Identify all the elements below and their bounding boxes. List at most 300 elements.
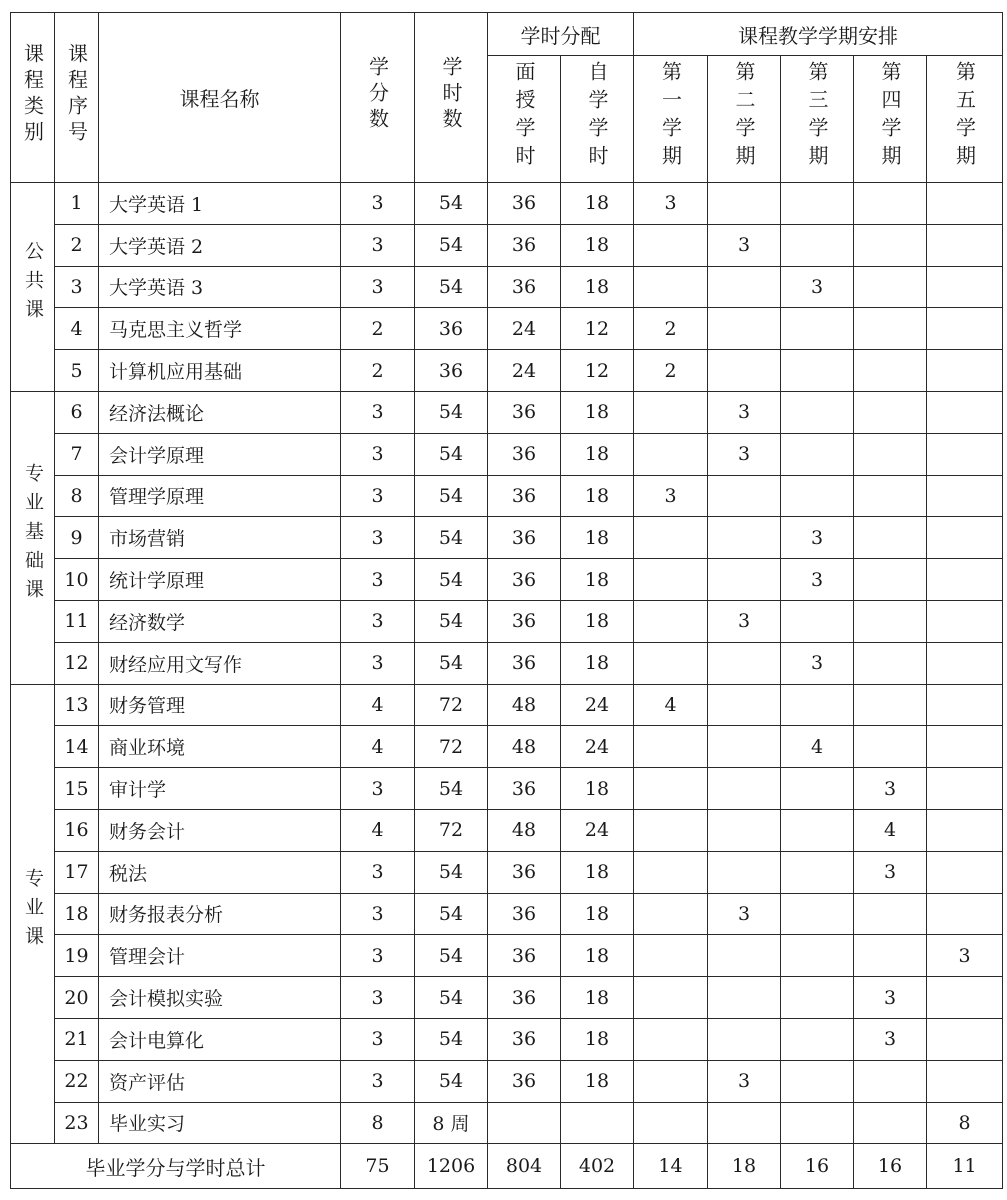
sem2-cell: 3 xyxy=(708,433,781,475)
self-cell: 18 xyxy=(561,391,634,433)
table-row xyxy=(11,1060,1003,1102)
face-cell: 48 xyxy=(488,684,561,726)
sem3-cell xyxy=(781,1102,854,1144)
hours-cell: 54 xyxy=(415,1018,488,1060)
course-name-cell: 财经应用文写作 xyxy=(99,642,341,684)
course-name-cell: 审计学 xyxy=(99,768,341,810)
credits-cell: 3 xyxy=(341,642,415,684)
self-cell: 18 xyxy=(561,517,634,559)
seq-cell: 15 xyxy=(55,768,99,810)
sem1-cell xyxy=(634,433,708,475)
face-cell: 24 xyxy=(488,308,561,350)
credits-cell: 3 xyxy=(341,893,415,935)
credits-cell: 3 xyxy=(341,224,415,266)
sem1-cell: 2 xyxy=(634,350,708,392)
sem2-cell: 3 xyxy=(708,893,781,935)
sem5-cell xyxy=(927,642,1003,684)
sem3-cell xyxy=(781,475,854,517)
credits-cell: 3 xyxy=(341,1018,415,1060)
credits-cell: 3 xyxy=(341,475,415,517)
sem5-cell xyxy=(927,809,1003,851)
sem1-cell xyxy=(634,851,708,893)
course-name-cell: 会计模拟实验 xyxy=(99,977,341,1019)
sem3-cell xyxy=(781,935,854,977)
hours-cell: 72 xyxy=(415,809,488,851)
self-cell: 18 xyxy=(561,642,634,684)
self-cell: 18 xyxy=(561,851,634,893)
face-cell: 36 xyxy=(488,893,561,935)
sem5-cell xyxy=(927,350,1003,392)
face-cell: 36 xyxy=(488,559,561,601)
course-name-cell: 会计电算化 xyxy=(99,1018,341,1060)
sem1-cell xyxy=(634,977,708,1019)
sem1-cell xyxy=(634,893,708,935)
sem4-cell xyxy=(854,433,927,475)
credits-cell: 3 xyxy=(341,517,415,559)
sem5-cell xyxy=(927,475,1003,517)
sem3-cell: 3 xyxy=(781,559,854,601)
sem5-cell xyxy=(927,977,1003,1019)
category-cell xyxy=(11,684,55,1144)
header-seq xyxy=(55,13,99,183)
sem5-cell xyxy=(927,851,1003,893)
header-sem2 xyxy=(708,56,781,183)
course-name-cell: 大学英语 1 xyxy=(99,183,341,225)
table-row xyxy=(11,726,1003,768)
sem3-cell: 3 xyxy=(781,517,854,559)
table-row xyxy=(11,224,1003,266)
sem2-cell xyxy=(708,308,781,350)
sem5-cell xyxy=(927,308,1003,350)
sem5-cell xyxy=(927,768,1003,810)
header-credits-label: 学分数 xyxy=(365,56,390,134)
header-name: 课程名称 xyxy=(99,13,341,183)
sem3-cell xyxy=(781,350,854,392)
credits-cell: 2 xyxy=(341,308,415,350)
self-cell: 18 xyxy=(561,433,634,475)
header-sem1-label: 第一学期 xyxy=(658,60,683,173)
table-header xyxy=(11,13,1003,183)
seq-cell: 2 xyxy=(55,224,99,266)
course-name-cell: 毕业实习 xyxy=(99,1102,341,1144)
sem2-cell xyxy=(708,559,781,601)
hours-cell: 54 xyxy=(415,391,488,433)
seq-cell: 20 xyxy=(55,977,99,1019)
self-cell: 18 xyxy=(561,1060,634,1102)
sem4-cell: 3 xyxy=(854,977,927,1019)
sem1-cell xyxy=(634,391,708,433)
credits-cell: 3 xyxy=(341,768,415,810)
credits-cell: 3 xyxy=(341,183,415,225)
header-hours xyxy=(415,13,488,183)
sem2-cell xyxy=(708,768,781,810)
sem1-cell xyxy=(634,266,708,308)
sem4-cell xyxy=(854,893,927,935)
credits-cell: 3 xyxy=(341,266,415,308)
sem5-cell xyxy=(927,517,1003,559)
course-name-cell: 市场营销 xyxy=(99,517,341,559)
sem4-cell xyxy=(854,475,927,517)
table-row xyxy=(11,308,1003,350)
table-row xyxy=(11,559,1003,601)
sem1-cell: 4 xyxy=(634,684,708,726)
self-cell: 12 xyxy=(561,308,634,350)
course-name-cell: 税法 xyxy=(99,851,341,893)
total-sem3: 16 xyxy=(781,1144,854,1189)
sem3-cell xyxy=(781,977,854,1019)
face-cell: 36 xyxy=(488,1018,561,1060)
credits-cell: 4 xyxy=(341,809,415,851)
face-cell: 36 xyxy=(488,224,561,266)
seq-cell: 3 xyxy=(55,266,99,308)
seq-cell: 13 xyxy=(55,684,99,726)
sem5-cell xyxy=(927,684,1003,726)
sem3-cell xyxy=(781,809,854,851)
credits-cell: 8 xyxy=(341,1102,415,1144)
seq-cell: 8 xyxy=(55,475,99,517)
face-cell: 36 xyxy=(488,768,561,810)
self-cell: 18 xyxy=(561,183,634,225)
credits-cell: 3 xyxy=(341,600,415,642)
sem5-cell xyxy=(927,183,1003,225)
header-sem3 xyxy=(781,56,854,183)
sem4-cell xyxy=(854,935,927,977)
hours-cell: 72 xyxy=(415,684,488,726)
course-name-cell: 马克思主义哲学 xyxy=(99,308,341,350)
sem5-cell: 3 xyxy=(927,935,1003,977)
sem4-cell xyxy=(854,266,927,308)
header-sem5 xyxy=(927,56,1003,183)
face-cell: 36 xyxy=(488,600,561,642)
table-row xyxy=(11,517,1003,559)
table-row xyxy=(11,391,1003,433)
hours-cell: 54 xyxy=(415,600,488,642)
sem3-cell xyxy=(781,768,854,810)
seq-cell: 10 xyxy=(55,559,99,601)
self-cell: 18 xyxy=(561,1018,634,1060)
seq-cell: 21 xyxy=(55,1018,99,1060)
sem2-cell xyxy=(708,809,781,851)
sem3-cell xyxy=(781,308,854,350)
face-cell: 36 xyxy=(488,517,561,559)
face-cell: 36 xyxy=(488,642,561,684)
table-row xyxy=(11,851,1003,893)
face-cell: 36 xyxy=(488,1060,561,1102)
sem1-cell xyxy=(634,642,708,684)
credits-cell: 3 xyxy=(341,391,415,433)
hours-cell: 54 xyxy=(415,935,488,977)
sem4-cell xyxy=(854,1102,927,1144)
hours-cell: 36 xyxy=(415,350,488,392)
sem1-cell xyxy=(634,768,708,810)
sem3-cell xyxy=(781,224,854,266)
sem1-cell xyxy=(634,1060,708,1102)
total-face: 804 xyxy=(488,1144,561,1189)
credits-cell: 4 xyxy=(341,684,415,726)
self-cell: 18 xyxy=(561,559,634,601)
sem3-cell xyxy=(781,1060,854,1102)
hours-cell: 36 xyxy=(415,308,488,350)
sem2-cell xyxy=(708,475,781,517)
course-name-cell: 经济数学 xyxy=(99,600,341,642)
hours-cell: 54 xyxy=(415,559,488,601)
sem1-cell xyxy=(634,600,708,642)
sem1-cell xyxy=(634,1018,708,1060)
total-sem5: 11 xyxy=(927,1144,1003,1189)
face-cell: 24 xyxy=(488,350,561,392)
header-hour-alloc: 学时分配 xyxy=(488,13,634,56)
sem2-cell xyxy=(708,684,781,726)
table-footer xyxy=(11,1144,1003,1189)
self-cell: 18 xyxy=(561,475,634,517)
sem4-cell xyxy=(854,642,927,684)
sem1-cell: 2 xyxy=(634,308,708,350)
sem4-cell xyxy=(854,1060,927,1102)
credits-cell: 3 xyxy=(341,433,415,475)
total-hours: 1206 xyxy=(415,1144,488,1189)
self-cell xyxy=(561,1102,634,1144)
table-row xyxy=(11,977,1003,1019)
sem3-cell xyxy=(781,183,854,225)
self-cell: 18 xyxy=(561,768,634,810)
seq-cell: 1 xyxy=(55,183,99,225)
self-cell: 18 xyxy=(561,266,634,308)
face-cell: 36 xyxy=(488,183,561,225)
sem2-cell xyxy=(708,642,781,684)
credits-cell: 4 xyxy=(341,726,415,768)
header-category-label: 课程类别 xyxy=(20,43,45,147)
header-face-label: 面授学时 xyxy=(512,60,536,173)
course-name-cell: 财务会计 xyxy=(99,809,341,851)
seq-cell: 22 xyxy=(55,1060,99,1102)
hours-cell: 54 xyxy=(415,183,488,225)
table-row xyxy=(11,893,1003,935)
total-label: 毕业学分与学时总计 xyxy=(11,1144,341,1189)
course-name-cell: 会计学原理 xyxy=(99,433,341,475)
seq-cell: 12 xyxy=(55,642,99,684)
credits-cell: 3 xyxy=(341,977,415,1019)
sem1-cell xyxy=(634,726,708,768)
sem5-cell xyxy=(927,559,1003,601)
sem2-cell xyxy=(708,1018,781,1060)
sem1-cell xyxy=(634,1102,708,1144)
header-seq-label: 课程序号 xyxy=(64,43,89,147)
sem4-cell xyxy=(854,224,927,266)
face-cell xyxy=(488,1102,561,1144)
table-row xyxy=(11,642,1003,684)
seq-cell: 5 xyxy=(55,350,99,392)
sem3-cell: 3 xyxy=(781,642,854,684)
sem3-cell xyxy=(781,851,854,893)
sem2-cell: 3 xyxy=(708,224,781,266)
sem4-cell: 3 xyxy=(854,768,927,810)
sem4-cell xyxy=(854,391,927,433)
header-credits xyxy=(341,13,415,183)
hours-cell: 54 xyxy=(415,475,488,517)
hours-cell: 54 xyxy=(415,1060,488,1102)
self-cell: 18 xyxy=(561,893,634,935)
hours-cell: 54 xyxy=(415,266,488,308)
sem2-cell xyxy=(708,935,781,977)
total-sem4: 16 xyxy=(854,1144,927,1189)
self-cell: 24 xyxy=(561,726,634,768)
face-cell: 48 xyxy=(488,809,561,851)
sem1-cell xyxy=(634,809,708,851)
header-sem2-label: 第二学期 xyxy=(732,60,756,173)
sem5-cell xyxy=(927,224,1003,266)
header-hours-label: 学时数 xyxy=(439,56,463,134)
course-name-cell: 管理学原理 xyxy=(99,475,341,517)
sem2-cell xyxy=(708,266,781,308)
sem1-cell xyxy=(634,517,708,559)
hours-cell: 54 xyxy=(415,433,488,475)
sem3-cell xyxy=(781,600,854,642)
sem1-cell xyxy=(634,224,708,266)
header-sem4-label: 第四学期 xyxy=(878,60,902,173)
sem2-cell: 3 xyxy=(708,600,781,642)
seq-cell: 14 xyxy=(55,726,99,768)
face-cell: 36 xyxy=(488,433,561,475)
sem1-cell: 3 xyxy=(634,183,708,225)
sem4-cell xyxy=(854,600,927,642)
sem3-cell: 3 xyxy=(781,266,854,308)
category-label: 公共课 xyxy=(22,240,44,328)
table-row xyxy=(11,266,1003,308)
header-category xyxy=(11,13,55,183)
sem2-cell xyxy=(708,517,781,559)
sem4-cell xyxy=(854,308,927,350)
table-row xyxy=(11,433,1003,475)
sem5-cell xyxy=(927,1060,1003,1102)
header-sem1 xyxy=(634,56,708,183)
table-row xyxy=(11,684,1003,726)
sem2-cell xyxy=(708,726,781,768)
sem2-cell xyxy=(708,1102,781,1144)
seq-cell: 4 xyxy=(55,308,99,350)
sem5-cell xyxy=(927,600,1003,642)
table-row xyxy=(11,475,1003,517)
table-row xyxy=(11,600,1003,642)
header-sem5-label: 第五学期 xyxy=(952,60,977,173)
table-row xyxy=(11,768,1003,810)
total-sem2: 18 xyxy=(708,1144,781,1189)
credits-cell: 2 xyxy=(341,350,415,392)
category-label: 专业课 xyxy=(22,867,44,955)
header-self-label: 自学学时 xyxy=(585,60,609,173)
sem3-cell xyxy=(781,684,854,726)
sem4-cell xyxy=(854,517,927,559)
table-row xyxy=(11,1018,1003,1060)
sem2-cell xyxy=(708,350,781,392)
total-row xyxy=(11,1144,1003,1189)
sem2-cell xyxy=(708,183,781,225)
sem5-cell xyxy=(927,893,1003,935)
sem3-cell xyxy=(781,893,854,935)
hours-cell: 54 xyxy=(415,224,488,266)
sem5-cell xyxy=(927,391,1003,433)
header-sem3-label: 第三学期 xyxy=(805,60,829,173)
self-cell: 12 xyxy=(561,350,634,392)
header-self xyxy=(561,56,634,183)
course-name-cell: 统计学原理 xyxy=(99,559,341,601)
sem4-cell: 4 xyxy=(854,809,927,851)
seq-cell: 19 xyxy=(55,935,99,977)
face-cell: 36 xyxy=(488,266,561,308)
sem1-cell: 3 xyxy=(634,475,708,517)
sem4-cell xyxy=(854,684,927,726)
credits-cell: 3 xyxy=(341,851,415,893)
seq-cell: 9 xyxy=(55,517,99,559)
seq-cell: 16 xyxy=(55,809,99,851)
face-cell: 48 xyxy=(488,726,561,768)
sem2-cell: 3 xyxy=(708,391,781,433)
table-row xyxy=(11,1102,1003,1144)
sem5-cell xyxy=(927,433,1003,475)
hours-cell: 54 xyxy=(415,893,488,935)
seq-cell: 7 xyxy=(55,433,99,475)
category-label: 专业基础课 xyxy=(22,462,44,608)
seq-cell: 17 xyxy=(55,851,99,893)
sem3-cell xyxy=(781,433,854,475)
course-name-cell: 经济法概论 xyxy=(99,391,341,433)
table-body xyxy=(11,183,1003,1144)
face-cell: 36 xyxy=(488,977,561,1019)
table-row xyxy=(11,350,1003,392)
total-self: 402 xyxy=(561,1144,634,1189)
sem4-cell xyxy=(854,559,927,601)
self-cell: 18 xyxy=(561,600,634,642)
sem3-cell: 4 xyxy=(781,726,854,768)
sem5-cell: 8 xyxy=(927,1102,1003,1144)
sem3-cell xyxy=(781,391,854,433)
sem3-cell xyxy=(781,1018,854,1060)
course-name-cell: 大学英语 2 xyxy=(99,224,341,266)
self-cell: 18 xyxy=(561,977,634,1019)
credits-cell: 3 xyxy=(341,1060,415,1102)
seq-cell: 6 xyxy=(55,391,99,433)
course-name-cell: 计算机应用基础 xyxy=(99,350,341,392)
sem4-cell xyxy=(854,726,927,768)
table-row xyxy=(11,809,1003,851)
face-cell: 36 xyxy=(488,391,561,433)
header-sem4 xyxy=(854,56,927,183)
self-cell: 18 xyxy=(561,935,634,977)
header-face xyxy=(488,56,561,183)
course-plan-table xyxy=(10,12,1003,1189)
sem1-cell xyxy=(634,559,708,601)
sem5-cell xyxy=(927,726,1003,768)
hours-cell: 72 xyxy=(415,726,488,768)
header-schedule: 课程教学学期安排 xyxy=(634,13,1003,56)
hours-cell: 54 xyxy=(415,977,488,1019)
table-row xyxy=(11,183,1003,225)
self-cell: 18 xyxy=(561,224,634,266)
total-credits: 75 xyxy=(341,1144,415,1189)
course-name-cell: 大学英语 3 xyxy=(99,266,341,308)
sem1-cell xyxy=(634,935,708,977)
seq-cell: 18 xyxy=(55,893,99,935)
sem5-cell xyxy=(927,1018,1003,1060)
hours-cell: 54 xyxy=(415,768,488,810)
sem4-cell: 3 xyxy=(854,1018,927,1060)
hours-cell: 8 周 xyxy=(415,1102,488,1144)
self-cell: 24 xyxy=(561,684,634,726)
sem2-cell xyxy=(708,977,781,1019)
hours-cell: 54 xyxy=(415,517,488,559)
sem4-cell xyxy=(854,350,927,392)
course-name-cell: 财务管理 xyxy=(99,684,341,726)
sem2-cell: 3 xyxy=(708,1060,781,1102)
